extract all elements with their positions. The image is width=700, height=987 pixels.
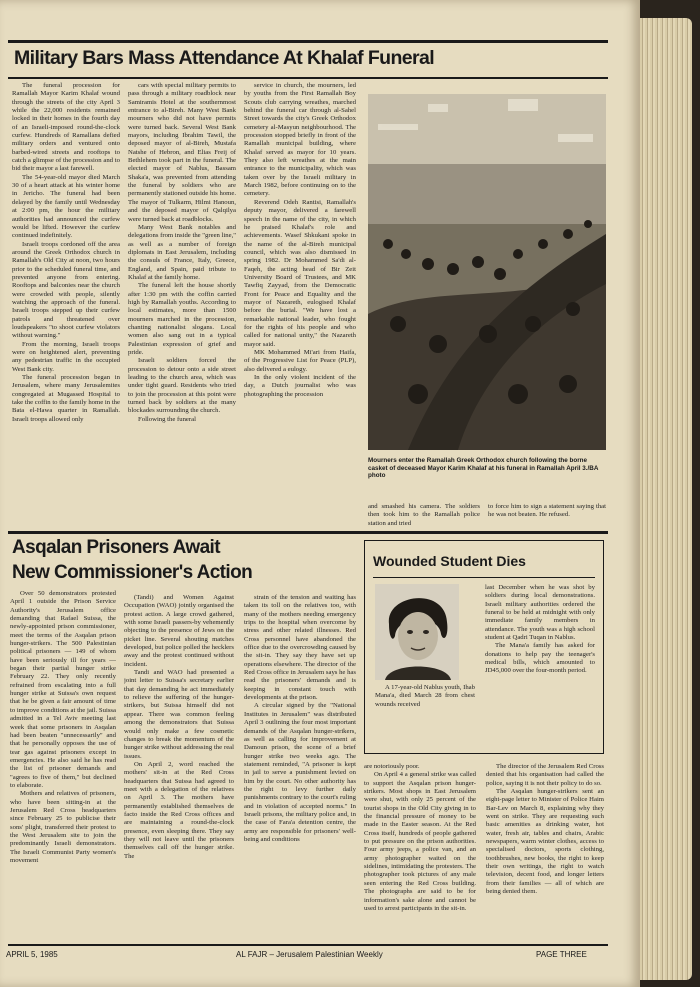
story2-column-5: The director of the Jerusalem Red Cross denied that his organisation had called the police, saying it is not their policy to do so. The Asqalan hunger-strikers sent an eight-page letter to Minister of Police Haim Bar-Lev on March 8, explaining why they went on strike. They are requesting such basic amenities as drinking water, hot water, fresh air, tables and chairs, Arabic newspapers, warm winter clothes, access to specialised doctors, sports clothing, toothbrushes, new books, the right to keep their own writings, the right to watch television, decent food, and longer letters from their families — all of which are being denied them. xyxy=(486,763,604,896)
funeral-crowd-photo xyxy=(368,94,606,450)
headline-rule xyxy=(8,77,608,79)
footer-date: APRIL 5, 1985 xyxy=(6,950,58,959)
story1-column-2: cars with special military permits to pass through a military roadblock near Samiramis Hotel at the southernmost entrance to al-Bireh. Many West Bank mourners who did not have permits were turned back. Several West Bank mayors, including Ibrahim Tawil, the deposed mayor of al-Bireh, Mustafa Natshe of Hebron, and Elias Freij of Bethlehem took part in the funeral. The elected mayor of Nablus, Bassam Shaka'a, was prevented from attending the funeral by soldiers who are permanently stationed outside his home. The mayor of Tulkarm, Hilmi Hanoun, and the deposed mayor of Qalqilya were turned back at roadblocks. Many West Bank notables and delegations from inside the "green line," as well as a number of foreign diplomats in East Jerusalem, including the consuls of France, Italy, Greece, England, and Spain, paid tribute to Khalaf at the family home. The funeral left the house shortly after 1:30 pm with the coffin carried high by Ramallah youths. According to local estimates, more than 1500 mourners marched in the procession, chanting nationalist slogans. Local women also sang out in a typical Palestinian expression of grief and pride. Israeli soldiers forced the procession to detour onto a side street leading to the church area, which was under tight guard. Residents who tried to join the procession at this point were turned back by soldiers at the many blockades surrounding the church. Following the funeral xyxy=(128,82,236,423)
box-rule xyxy=(373,577,595,578)
section-rule xyxy=(8,531,608,534)
top-rule xyxy=(8,40,608,43)
story2-headline-line1: Asqalan Prisoners Await xyxy=(12,537,220,558)
student-portrait-photo xyxy=(375,584,459,680)
student-portrait-graphic xyxy=(375,584,459,680)
footer-publication: AL FAJR – Jerusalem Palestinian Weekly xyxy=(236,950,383,959)
story2-headline-line2: New Commissioner's Action xyxy=(12,562,253,583)
story1-column-3: service in church, the mourners, led by youths from the First Ramallah Boy Scouts club carrying wreathes, marched behind the funeral car through al-Sahel Street towards the city's Greek Orthodox cemetery al-Masyun neighbourhood. The procession stopped briefly in front of the Ramallah municipal building, where Khalaf served as mayor for 10 years. They also left wreathes at the main entrance to the municipality, which was taken over by the Israeli military in March 1982, before continuing on to the cemetery. Reverend Odeh Rantisi, Ramallah's deputy mayor, delivered a farewell speech in the name of the city, in which he praised Khalaf's role and achievements. Wasef Shkukani spoke in the name of the al-Bireh municipal council, which was also dismissed in spring 1982. Dr Mohammed Sa'di al-Faqeh, the acting head of Bir Zeit University Board of Trustees, and MK Tawfiq Zayyad, from the Democratic Front for Peace and Equality and the mayor of Nazareth, eulogised Khalaf before the burial. "We have lost a remarkable national leader, who fought for the rights of his people and who called for national unity," the Nazareth mayor said. MK Mohammed Mi'ari from Haifa, of the Progressive List for Peace (PLP), also delivered a eulogy. In the only violent incident of the day, a Dutch journalist who was photographing the procession xyxy=(244,82,356,398)
story3-caption: A 17-year-old Nablus youth, Ihab Mana'a, died March 28 from chest wounds received xyxy=(375,684,475,708)
story2-column-3: strain of the tension and waiting has taken its toll on the relatives too, with many of the mothers needing emergency trips to the hospital when overcome by stress and other related illnesses. Red Cross personnel have abandoned the office due to the overcrowding caused by the sit-in. They say they have set up operations elsewhere. The director of the Red Cross office in Jerusalem says he has read the prisoners' demands and is keeping in constant touch with developments at the prison. A circular signed by the "National Institutes in Jerusalem" was distributed April 3 outlining the four most important demands of the Asqalan hunger-strikers, as well as calling for improvement at Damoun prison, the scene of a brief hunger strike two weeks ago. The statement reminded, "A prisoner is kept in jail to serve a punishment levied on him by the court. No other authority has the right to levy further daily punishments contrary to the court's ruling and in violation of accepted norms." In Israeli prisons, the military police and, in the case of Fara'a detention centre, the army are responsible for prisoners' well-being and conditions xyxy=(244,594,356,843)
footer-page: PAGE THREE xyxy=(536,950,587,959)
story1-column-1: The funeral procession for Ramallah Mayor Karim Khalaf wound through the streets of the city April 3 while the 22,000 residents remained locked in their homes in the fourth day of an Israeli-imposed round-the-clock curfew. Hundreds of Ramallans defied military orders and ventured onto barbed-wired streets and rooftops to catch a glimpse of the procession and to bid their mayor a last farewell. The 54-year-old mayor died March 30 of a heart attack at his winter home in Jericho. The funeral had been delayed by the family until Wednesday at 2:00 pm, the hour the military authorities had announced the curfew would be lifted. However the curfew continued indefinitely. Israeli troops cordoned off the area around the Greek Orthodox church in Ramallah's Old City at noon, two hours prior to the scheduled funeral time, and prevented anyone from entering. Rooftops and balconies near the church were crowded with people, silently watching the approach of the funeral. Israeli troops stepped up their curfew patrols and threatened over loudspeakers "to shoot curfew violators without warning." From the morning, Israeli troops were on heightened alert, preventing any pedestrian traffic in the occupied West Bank city. The funeral procession began in Jerusalem, where many Jerusalemites congregated at Mugassed Hospital to take the coffin to the family home in the Bata el-Hawa quarter in Ramallah. Israeli troops allowed only xyxy=(12,82,120,423)
story3-headline: Wounded Student Dies xyxy=(373,553,526,569)
footer-rule xyxy=(8,944,608,946)
story3-text: last December when he was shot by soldiers during local demonstrations. Israeli military authorities ordered the funeral to be held at midnight with only immediate family members in attendance. The youth was a high school student at Qadri Tuqan in Nablus. The Mana'a family has asked for donations to help pay the teenager's medical bills, which amounted to JD45,000 over the four-month period. xyxy=(485,584,595,675)
story2-column-4: are notoriously poor. On April 4 a general strike was called to support the Asqalan prison hunger-strikers. Most shops in East Jerusalem were shut, with only 25 percent of the tourist shops in the Old City giving in to the financial pressure of money to be made in the Easter season. At the Red Cross itself, hundreds of people gathered to put pressure on the prison authorities. Four army jeeps, a police van, and an army photographer waited on the sidelines, intimidating the protesters. The photographer took pictures of any male seen entering the Red Cross building. The photographs are said to be for information's sake alone and cannot be used to arrest participants in the sit-in. xyxy=(364,763,476,912)
funeral-photo-caption: Mourners enter the Ramallah Greek Orthodox church following the borne casket of deceased Mayor Karim Khalaf at his funeral in Ramallah April 3./BA photo xyxy=(368,457,599,480)
story2-column-1: Over 50 demonstrators protested April 1 outside the Prison Service Authority's Jerusalem office demanding that Rafael Suissa, the newly-appointed prison commissioner, meet the terms of the Asqalan prison hunger-strikers. The 500 Palestinian political prisoners — 149 of whom have been seriously ill for years — began their partial hunger strike February 22. They only recently refrained from escalating into a full hunger strike at Suissa's own request that he be given a fair amount of time to improve conditions at the jail. Suissa admitted in a Tel Aviv meeting last week that some prisoners in Asqalan had been beaten "unnecessarily" and that he personally opposes the use of tear gas against prisoners except in emergencies. He also said he has read the list of prisoner demands and "agrees to five of them," but declined to elaborate. Mothers and relatives of prisoners, who have been sitting-in at the Jerusalem Red Cross headquarters since February 25 to publicise their sons' plight, transferred their protest to the West Jerusalem site to join the predominantly Israeli demonstrators. The Israeli Communist Party women's movement xyxy=(10,590,116,864)
story1-continuation-right: to force him to sign a statement saying that he was not beaten. He refused. xyxy=(488,503,606,519)
wounded-student-box xyxy=(364,540,604,754)
crowd-photo-graphic xyxy=(368,94,606,450)
book-page-edges xyxy=(640,18,692,980)
story2-column-2: (Tandi) and Women Against Occupation (WAO) jointly organised the protest action. A large crowd gathered, with some Israeli passers-by vehemently objecting to the presence of Jews on the picket line. Several shouting matches developed, but police polled the hecklers away and the protest continued without incident. Tandi and WAO had presented a joint letter to Suissa's secretary earlier that day demanding he act immediately to relieve the suffering of the hunger-strikers, but Suissa himself did not appear. There was common feeling among the demonstrators that Suissa would only make a few cosmetic changes to break the momentum of the hunger strike without addressing the real issues. On April 2, word reached the mothers' sit-in at the Red Cross headquarters that Suissa had agreed to meet with a delegation of the relatives on April 3. The mothers have permanently established themselves de facto inside the Red Cross offices and are maintaining a round-the-clock presence, even sleeping there. They say they will not leave until the prisoners themselves call off the hunger strike. The xyxy=(124,594,234,860)
story1-headline: Military Bars Mass Attendance At Khalaf Funeral xyxy=(14,47,435,69)
story1-continuation-left: and smashed his camera. The soldiers then took him to the Ramallah police station and tried xyxy=(368,503,480,527)
